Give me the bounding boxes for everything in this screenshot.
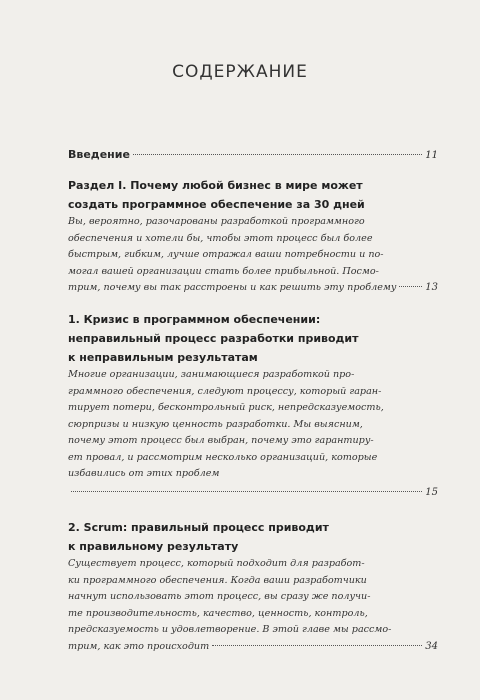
page-number: 11 (425, 150, 438, 161)
dot-leader (133, 154, 422, 155)
description-line: трим, почему вы так расстроены и как решить эту проблему (68, 282, 397, 293)
toc-entry-heading (68, 310, 438, 367)
toc-entry-heading (68, 518, 438, 556)
toc-entry-chapter-1[interactable] (68, 310, 438, 501)
toc-entry-description (68, 556, 438, 655)
description-line: те производительность, качество, ценность, контроль, (68, 607, 368, 619)
toc-entry-chapter-2[interactable] (68, 518, 438, 655)
toc-entry-heading (68, 176, 438, 214)
description-line: предсказуемость и удовлетворение. В этой главе мы рассмо- (68, 624, 392, 635)
description-line: Многие организации, занимающиеся разработкой про- (68, 369, 355, 380)
description-line: Вы, вероятно, разочарованы разработкой программного (68, 216, 365, 227)
dot-leader (71, 491, 422, 492)
description-line: начнут использовать этот процесс, вы сразу же получи- (68, 591, 371, 602)
heading-line: 1. Кризис в программном обеспечении: (68, 313, 321, 326)
heading-line: к правильному результату (68, 540, 239, 553)
dot-leader (212, 645, 422, 646)
dot-leader (399, 286, 422, 287)
description-line: избавились от этих проблем (68, 468, 220, 479)
description-line: могал вашей организации стать более прибыльной. Посмо- (68, 265, 379, 277)
description-line: граммного обеспечения, следуют процессу, который гаран- (68, 385, 382, 397)
description-line: ки программного обеспечения. Когда ваши разработчики (68, 574, 367, 586)
description-line: быстрым, гибким, лучше отражал ваши потребности и по- (68, 249, 384, 260)
heading-line: Раздел I. Почему любой бизнес в мире может (68, 179, 363, 192)
description-line: трим, как это происходит (68, 640, 210, 652)
heading-line: к неправильным результатам (68, 351, 258, 364)
page-number: 13 (425, 282, 438, 293)
toc-entry-description (68, 367, 438, 501)
toc-entry-section-1[interactable] (68, 176, 438, 297)
description-line: почему этот процесс был выбран, почему это гарантиру- (68, 435, 374, 446)
description-line: ет провал, и рассмотрим несколько организаций, которые (68, 451, 378, 463)
toc-entry-label: Введение (68, 148, 130, 161)
toc-entry-intro[interactable] (68, 148, 438, 161)
page-number: 15 (425, 486, 438, 498)
page-title: СОДЕРЖАНИЕ (172, 62, 308, 82)
description-line: тирует потери, бесконтрольный риск, непредсказуемость, (68, 402, 384, 413)
page-number: 34 (425, 640, 438, 652)
heading-line: неправильный процесс разработки приводит (68, 332, 359, 345)
heading-line: 2. Scrum: правильный процесс приводит (68, 521, 329, 534)
description-line: Существует процесс, который подходит для разработ- (68, 558, 365, 569)
description-line: сюрпризы и низкую ценность разработки. Мы выясним, (68, 418, 363, 430)
description-line: обеспечения и хотели бы, чтобы этот процесс был более (68, 232, 373, 244)
heading-line: создать программное обеспечение за 30 дней (68, 198, 365, 211)
toc-entry-description (68, 214, 438, 297)
